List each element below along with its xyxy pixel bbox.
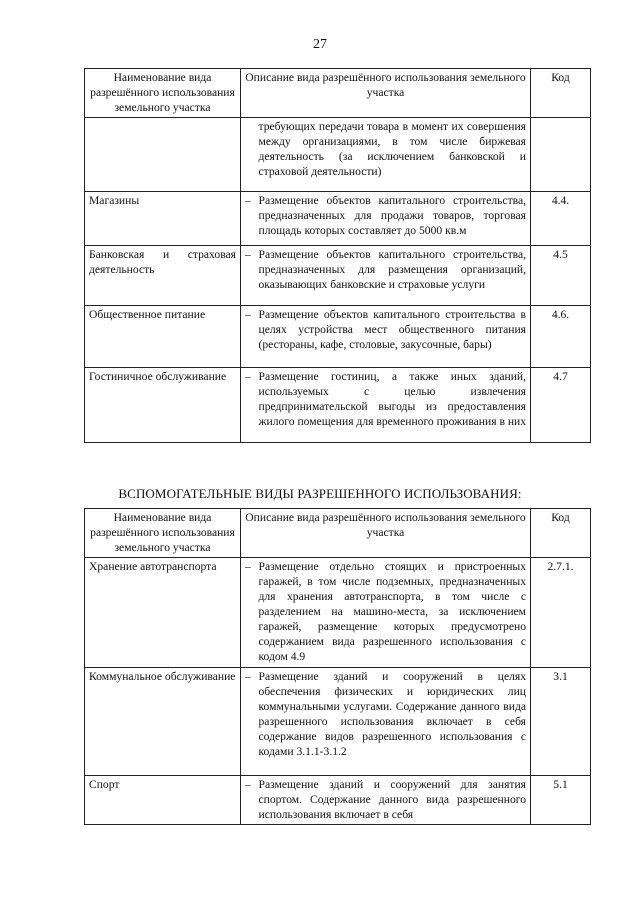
header-code: Код [531,509,591,558]
row-description: Размещение объектов капитального строительства, предназначенных для размещения организаций, оказывающих банковские и страховые услуги [251,246,531,306]
table-row [85,118,591,192]
row-dash [241,118,251,192]
row-code: 2.7.1. [531,558,591,668]
row-code: 5.1 [531,776,591,825]
row-code: 3.1 [531,668,591,776]
table-row [85,776,591,825]
row-dash: – [241,558,251,668]
permitted-use-table-auxiliary [84,508,591,825]
row-description: Размещение зданий и сооружений в целях обеспечения физических и юридических лиц коммунальными услугами. Содержание данного вида разрешенного использования включает в себя содержание видов разрешенного использования с кодами 3.1.1-3.1.2 [251,668,531,776]
row-name: Магазины [85,192,241,246]
table-header-row [85,509,591,558]
header-description: Описание вида разрешённого использования земельного участка [241,69,531,118]
header-name: Наименование вида разрешённого использования земельного участка [85,69,241,118]
row-dash: – [241,192,251,246]
row-description: Размещение отдельно стоящих и пристроенных гаражей, в том числе подземных, предназначенных для хранения автотранспорта, в том числе с разделением на машино-места, за исключением гаражей, размещение которых предусмотрено содержанием вида разрешенного использования с кодом 4.9 [251,558,531,668]
row-description: Размещение зданий и сооружений для занятия спортом. Содержание данного вида разрешенного использования включает в себя [251,776,531,825]
row-code: 4.7 [531,368,591,443]
row-dash: – [241,368,251,443]
row-dash: – [241,776,251,825]
header-description: Описание вида разрешённого использования земельного участка [241,509,531,558]
row-name: Хранение автотранспорта [85,558,241,668]
table-row [85,668,591,776]
row-description: Размещение гостиниц, а также иных зданий, используемых с целью извлечения предпринимательской выгоды из предоставления жилого помещения для временного проживания в них [251,368,531,443]
row-description: требующих передачи товара в момент их совершения между организациями, в том числе биржевая деятельность (за исключением банковской и страховой деятельности) [251,118,531,192]
row-name [85,118,241,192]
table-row [85,368,591,443]
row-dash: – [241,246,251,306]
row-dash: – [241,306,251,368]
row-dash: – [241,668,251,776]
row-code: 4.6. [531,306,591,368]
row-description: Размещение объектов капитального строительства, предназначенных для продажи товаров, торговая площадь которых составляет до 5000 кв.м [251,192,531,246]
row-code: 4.5 [531,246,591,306]
table-row [85,558,591,668]
section-title-auxiliary-uses: ВСПОМОГАТЕЛЬНЫЕ ВИДЫ РАЗРЕШЕННОГО ИСПОЛЬЗОВАНИЯ: [118,486,522,501]
header-code: Код [531,69,591,118]
table-row [85,192,591,246]
row-name: Гостиничное обслуживание [85,368,241,443]
row-name: Банковская и страховая деятельность [85,246,241,306]
header-name: Наименование вида разрешённого использования земельного участка [85,509,241,558]
row-name: Спорт [85,776,241,825]
permitted-use-table-main [84,68,591,443]
table-row [85,246,591,306]
row-code: 4.4. [531,192,591,246]
row-name: Общественное питание [85,306,241,368]
table-row [85,306,591,368]
row-code [531,118,591,192]
row-name: Коммунальное обслуживание [85,668,241,776]
table-header-row [85,69,591,118]
row-description: Размещение объектов капитального строительства в целях устройства мест общественного питания (рестораны, кафе, столовые, закусочные, бары) [251,306,531,368]
page-number: 27 [313,37,327,52]
